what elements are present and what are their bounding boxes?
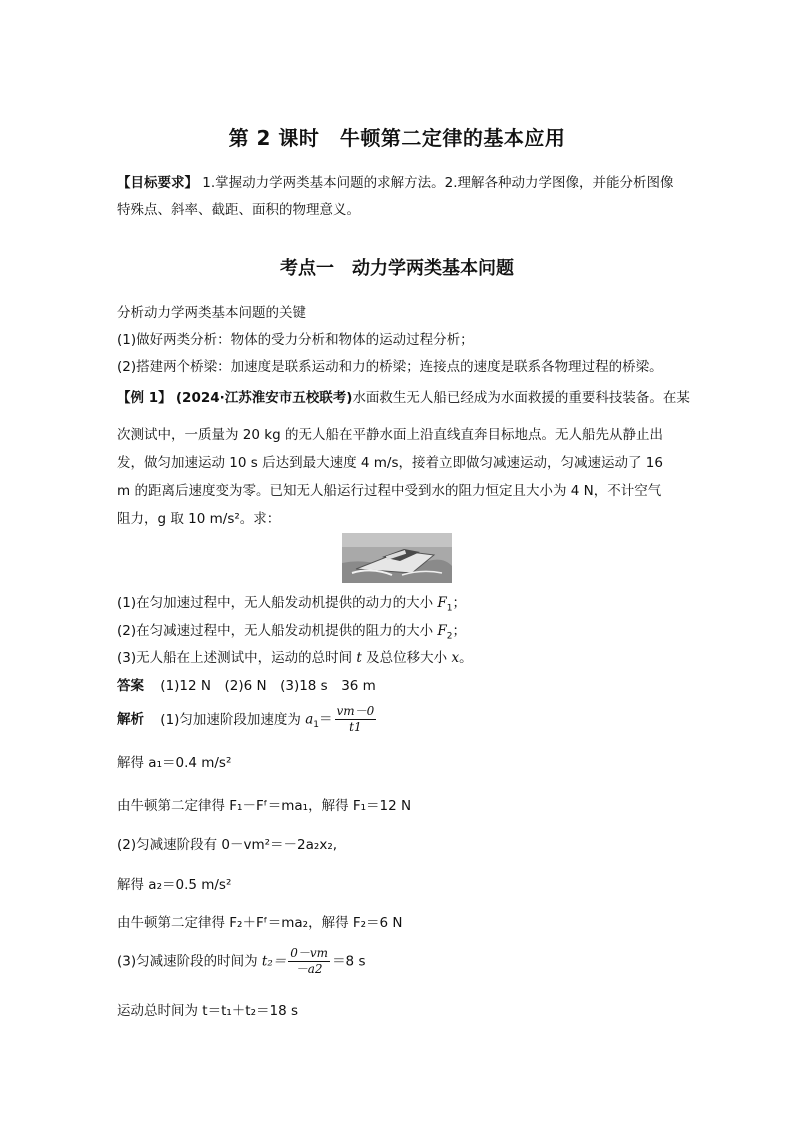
solution-line-8: 运动总时间为 t＝t₁＋t₂＝18 s [117,1003,298,1019]
answer-label: 答案 [117,678,144,694]
solution-step-1: (1)匀加速阶段加速度为 [160,711,301,728]
question-1-sub: 1 [446,603,453,614]
question-3 [117,648,677,668]
question-3-t: t [356,650,362,666]
example-line-5: 阻力，g 取 10 m/s²。求： [117,511,281,527]
question-2: (2)在匀减速过程中，无人船发动机提供的阻力的大小 $F_2$； [117,623,467,642]
question-1-var: F [437,595,447,611]
question-1-text: (1)在匀加速过程中，无人船发动机提供的动力的大小 [117,595,434,611]
example-text-1: 水面救生无人船已经成为水面救援的重要科技装备。在某 [352,390,690,406]
question-3-text-a: (3)无人船在上述测试中，运动的总时间 [117,650,353,666]
fraction-1-numerator: vm－0 [336,704,375,718]
boat-illustration [342,533,452,583]
example-line-2: 次测试中，一质量为 20 kg 的无人船在平静水面上沿直线直奔目标地点。无人船先从静止出 [117,427,663,443]
answer-line [117,676,677,696]
fraction-2 [288,946,330,977]
solution-t2-value: ＝8 s [332,953,366,970]
key-item-1: (1)做好两类分析：物体的受力分析和物体的运动过程分析； [117,332,474,348]
solution-line-2: 解得 a₁＝0.4 m/s² [117,755,232,771]
fraction-2-numerator: 0－vm [290,946,329,960]
fraction-1-denominator: t1 [349,720,362,734]
solution-line-4: (2)匀减速阶段有 0－vm²＝－2a₂x₂, [117,837,338,853]
rescue-boat-photo [342,533,452,583]
question-3-x: x [451,650,460,666]
example-tag: 【例 1】 [117,390,172,406]
solution-a1-sub: 1 [313,720,320,731]
solution-line-3: 由牛顿第二定律得 F₁－Fᶠ＝ma₁，解得 F₁＝12 N [117,798,412,814]
key-item-2: (2)搭建两个桥梁：加速度是联系运动和力的桥梁；连接点的速度是联系各物理过程的桥梁。 [117,359,663,375]
example-line-3: 发，做匀加速运动 10 s 后达到最大速度 4 m/s，接着立即做匀减速运动，匀减速运动了 16 [117,455,663,471]
solution-line-7 [117,946,677,977]
example-line-1 [117,388,690,408]
goals-line-1 [117,173,677,193]
question-2-sub: 2 [446,631,453,642]
question-2-var: F [437,623,447,639]
goals-text-1: 1.掌握动力学两类基本问题的求解方法。2.理解各种动力学图像，并能分析图像 [202,175,674,191]
solution-line-5: 解得 a₂＝0.5 m/s² [117,877,232,893]
question-3-end: 。 [459,650,473,666]
key-heading: 分析动力学两类基本问题的关键 [117,305,306,321]
solution-label: 解析 [117,711,144,728]
goals-line-2: 特殊点、斜率、截距、面积的物理意义。 [117,202,360,218]
answer-text: (1)12 N (2)6 N (3)18 s 36 m [160,678,376,694]
solution-line-1: 解析 (1)匀加速阶段加速度为 $a_1=$ $\frac{vm-0}{t1}$ [117,704,375,734]
question-1: (1)在匀加速过程中，无人船发动机提供的动力的大小 $F_1$； [117,595,467,614]
question-3-text-b: 及总位移大小 [366,650,448,666]
solution-a1: a [305,711,314,728]
solution-step-7: (3)匀减速阶段的时间为 [117,953,258,970]
goals-tag: 【目标要求】 [117,175,198,191]
lesson-title: 第 2 课时 牛顿第二定律的基本应用 [228,126,566,150]
section-title: 考点一 动力学两类基本问题 [280,258,514,279]
solution-t2: t₂＝ [261,953,287,970]
example-source: (2024·江苏淮安市五校联考) [175,390,353,406]
fraction-1 [335,704,377,735]
solution-line-6: 由牛顿第二定律得 F₂＋Fᶠ＝ma₂，解得 F₂＝6 N [117,915,403,931]
question-2-text: (2)在匀减速过程中，无人船发动机提供的阻力的大小 [117,623,434,639]
example-line-4: m 的距离后速度变为零。已知无人船运行过程中受到水的阻力恒定且大小为 4 N，不计空气 [117,483,662,499]
fraction-2-denominator: －a2 [295,962,323,976]
